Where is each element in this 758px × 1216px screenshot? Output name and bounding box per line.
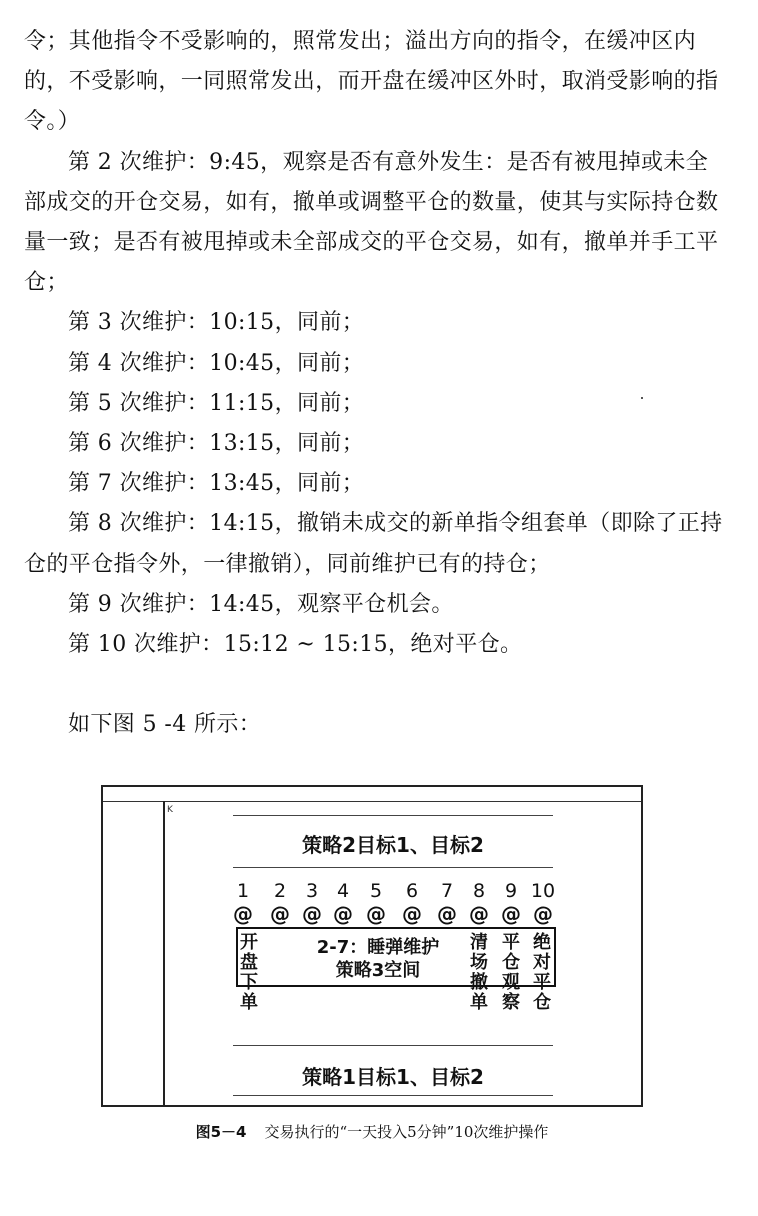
maintenance-number-2: 2: [273, 880, 287, 902]
maintenance-number-4: 4: [336, 880, 350, 902]
strategy1-bottom-rule: [233, 1095, 553, 1096]
at-marker-9: @: [501, 902, 521, 926]
maintenance-number-3: 3: [305, 880, 319, 902]
scan-speck: [641, 397, 643, 399]
strategy1-top-rule: [233, 1045, 553, 1046]
caption-label: 图5－4: [195, 1123, 247, 1141]
open-order-label: 开 盘 下 单: [240, 932, 258, 1013]
strategy2-bottom-rule: [233, 867, 553, 868]
strategy2-top-rule: [233, 815, 553, 816]
at-marker-10: @: [533, 902, 553, 926]
paragraph-maintenance-3: 第 3 次维护：10:15，同前；: [68, 310, 365, 336]
at-marker-3: @: [302, 902, 322, 926]
paragraph-maintenance-2: 第 2 次维护：9:45，观察是否有意外发生：是否有被甩掉或未全部成交的开仓交易，如有，撤单或调整平仓的数量，使其与实际持仓数量一致；是否有被甩掉或未全部成交的平仓交易，如有，撤单并手工平仓；: [24, 149, 719, 296]
at-marker-6: @: [402, 902, 422, 926]
center-label-line2: 策略3空间: [335, 960, 421, 981]
strategy1-label: 策略1目标1、目标2: [302, 1065, 484, 1089]
paragraph-maintenance-9: 第 9 次维护：14:45，观察平仓机会。: [68, 591, 454, 617]
maintenance-number-8: 8: [472, 880, 486, 902]
figure-corner-mark: K: [167, 805, 173, 815]
paragraph-maintenance-10: 第 10 次维护：15:12 ~ 15:15，绝对平仓。: [68, 632, 523, 658]
at-marker-8: @: [469, 902, 489, 926]
paragraph-maintenance-8: 第 8 次维护：14:15，撤销未成交的新单指令组套单（即除了正持仓的平仓指令外，一律撤销），同前维护已有的持仓；: [24, 511, 723, 577]
body-text: [24, 22, 730, 745]
strategy2-label: 策略2目标1、目标2: [302, 833, 484, 857]
at-marker-5: @: [366, 902, 386, 926]
paragraph-maintenance-4: 第 4 次维护：10:45，同前；: [68, 350, 365, 376]
at-marker-2: @: [270, 902, 290, 926]
maintenance-number-5: 5: [369, 880, 383, 902]
center-label-line1: 2-7：睡弹维护: [316, 937, 440, 958]
figure-5-4: [101, 785, 643, 1107]
close-observe-label: 平 仓 观 察: [502, 932, 520, 1013]
figure-caption: [101, 1121, 643, 1142]
absolute-close-label: 绝 对 平 仓: [533, 932, 551, 1013]
at-marker-1: @: [233, 902, 253, 926]
maintenance-number-1: 1: [236, 880, 250, 902]
at-marker-4: @: [333, 902, 353, 926]
figure-intro: 如下图 5 -4 所示：: [68, 712, 262, 738]
figure-top-rule: [103, 801, 641, 802]
caption-text: 交易执行的“一天投入5分钟”10次维护操作: [264, 1123, 549, 1141]
paragraph-maintenance-7: 第 7 次维护：13:45，同前；: [68, 471, 365, 497]
maintenance-number-9: 9: [504, 880, 518, 902]
at-marker-7: @: [437, 902, 457, 926]
clear-cancel-label: 清 场 撤 单: [470, 932, 488, 1013]
maintenance-number-10: 10: [530, 880, 556, 902]
spacer: [24, 665, 730, 705]
figure-left-rule: [163, 801, 165, 1105]
paragraph-maintenance-5: 第 5 次维护：11:15，同前；: [68, 390, 365, 416]
maintenance-number-7: 7: [440, 880, 454, 902]
maintenance-number-6: 6: [405, 880, 419, 902]
paragraph-maintenance-6: 第 6 次维护：13:15，同前；: [68, 431, 365, 457]
paragraph-continuation: 令；其他指令不受影响的，照常发出；溢出方向的指令，在缓冲区内的，不受影响，一同照常发出，而开盘在缓冲区外时，取消受影响的指令。）: [24, 29, 719, 135]
